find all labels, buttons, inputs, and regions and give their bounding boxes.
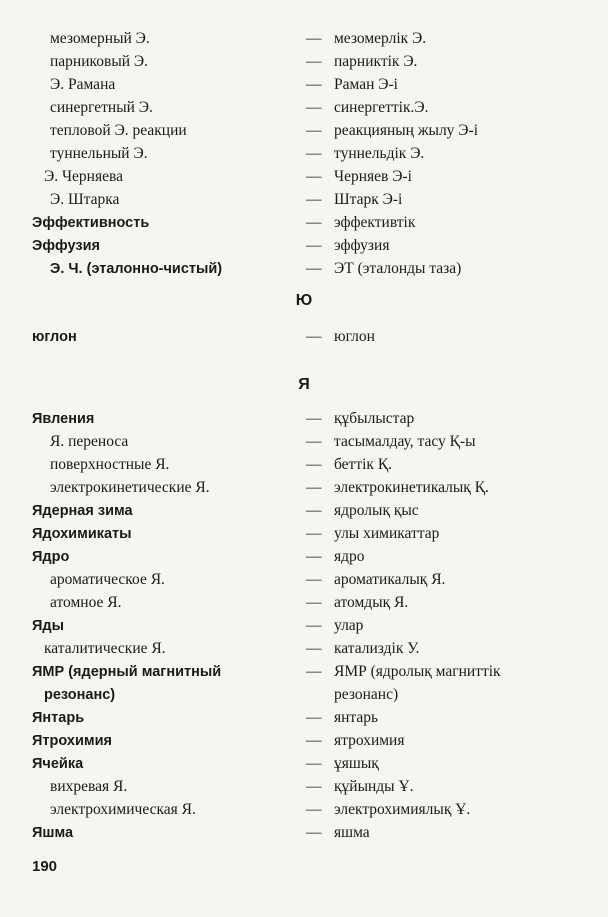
headword-ru: Явления [32,411,95,427]
headword-ru: Ятрохимия [32,733,112,749]
section-letter-ya: Я [298,376,310,393]
entry-row [0,51,608,73]
term-kz: ароматикалық Я. [334,571,446,588]
term-kz: ядро [334,548,365,565]
entry-row [0,431,608,453]
dash: — [306,237,322,254]
term-ru: Э. Штарка [50,191,120,208]
dash: — [306,755,322,772]
term-kz: Черняев Э-і [334,168,412,185]
dash: — [306,778,322,795]
entry-row [0,408,608,430]
entry-row-continued [0,684,608,706]
term-kz: тасымалдау, тасу Қ-ы [334,433,476,450]
dash: — [306,502,322,519]
term-ru: тепловой Э. реакции [50,122,187,139]
term-ru: поверхностные Я. [50,456,170,473]
dash: — [306,548,322,565]
entry-row [0,189,608,211]
entry-row [0,166,608,188]
entry-row [0,799,608,821]
dash: — [306,76,322,93]
dash: — [306,571,322,588]
term-ru: Э. Черняева [44,168,123,185]
term-kz: Раман Э-і [334,76,398,93]
dash: — [306,824,322,841]
term-kz-continued: резонанс) [334,686,399,703]
term-kz: Штарк Э-і [334,191,403,208]
entry-row [0,97,608,119]
term-kz: янтарь [334,709,379,726]
term-kz: улы химикаттар [334,525,440,542]
headword-ru: Ячейка [32,756,84,772]
dash: — [306,732,322,749]
dash: — [306,640,322,657]
dash: — [306,479,322,496]
headword-ru: юглон [32,329,77,345]
headword-ru: Ядро [32,549,70,565]
headword-ru: Ядерная зима [32,503,133,519]
entry-row [0,569,608,591]
term-ru: туннельный Э. [50,145,148,162]
dash: — [306,328,322,345]
entry-row [0,707,608,729]
term-kz: ятрохимия [334,732,405,749]
headword-ru: Яшма [32,825,74,841]
dash: — [306,260,322,277]
term-kz: беттік Қ. [334,456,393,473]
entry-row [0,822,608,844]
dash: — [306,525,322,542]
dash: — [306,410,322,427]
entry-row [0,120,608,142]
term-kz: эффективтік [334,214,416,231]
term-kz: атомдық Я. [334,594,409,611]
dash: — [306,214,322,231]
dash: — [306,191,322,208]
entry-row [0,753,608,775]
term-ru: каталитические Я. [44,640,166,657]
dash: — [306,53,322,70]
term-kz: туннельдік Э. [334,145,425,162]
term-ru: вихревая Я. [50,778,128,795]
term-kz: құбылыстар [334,410,415,427]
term-kz: катализдік У. [334,640,420,657]
entry-row [0,212,608,234]
term-ru: электрокинетические Я. [50,479,210,496]
dash: — [306,433,322,450]
entry-row [0,661,608,683]
headword-ru-continued: резонанс) [44,687,116,703]
term-kz: яшма [334,824,370,841]
headword-ru: Эффективность [32,215,150,231]
dash: — [306,168,322,185]
entry-row [0,326,608,348]
dash: — [306,709,322,726]
term-kz: ұяшық [334,755,379,772]
entry-row [0,28,608,50]
section-letter-yu: Ю [295,292,313,309]
term-ru: Э. Рамана [50,76,116,93]
headword-ru: Янтарь [32,710,85,726]
entry-row [0,258,608,280]
page-number: 190 [32,858,58,875]
headword-ru: Эффузия [32,238,100,254]
entry-row [0,454,608,476]
term-ru: мезомерный Э. [50,30,150,47]
entry-row [0,74,608,96]
dash: — [306,663,322,680]
term-kz: мезомерлік Э. [334,30,427,47]
term-kz: ЭТ (эталонды таза) [334,260,462,277]
dash: — [306,617,322,634]
term-kz: құйынды Ұ. [334,778,414,795]
entry-row [0,546,608,568]
term-kz: электрокинетикалық Қ. [334,479,489,496]
dash: — [306,145,322,162]
term-ru: ароматическое Я. [50,571,165,588]
term-kz: ядролық қыс [334,502,419,519]
term-ru: электрохимическая Я. [50,801,196,818]
term-ru: синергетный Э. [50,99,153,116]
term-kz: электрохимиялық Ұ. [334,801,471,818]
term-ru: атомное Я. [50,594,122,611]
term-kz: ЯМР (ядролық магниттік [334,663,501,680]
headword-ru: Э. Ч. (эталонно-чистый) [50,261,223,277]
dash: — [306,456,322,473]
headword-ru: ЯМР (ядерный магнитный [32,664,222,680]
term-kz: юглон [334,328,375,345]
dash: — [306,30,322,47]
dash: — [306,122,322,139]
term-kz: улар [334,617,364,634]
dash: — [306,594,322,611]
entry-row [0,235,608,257]
entry-row [0,638,608,660]
entry-row [0,523,608,545]
term-ru: Я. переноса [50,433,129,450]
entry-row [0,730,608,752]
entry-row [0,776,608,798]
term-kz: эффузия [334,237,390,254]
dash: — [306,99,322,116]
term-kz: реакцияның жылу Э-і [334,122,479,139]
entry-row [0,143,608,165]
dash: — [306,801,322,818]
entry-row [0,477,608,499]
term-kz: синергеттік.Э. [334,99,429,116]
term-ru: парниковый Э. [50,53,149,70]
headword-ru: Яды [32,618,65,634]
entry-row [0,615,608,637]
headword-ru: Ядохимикаты [32,526,132,542]
term-kz: парниктік Э. [334,53,418,70]
entry-row [0,592,608,614]
entry-row [0,500,608,522]
